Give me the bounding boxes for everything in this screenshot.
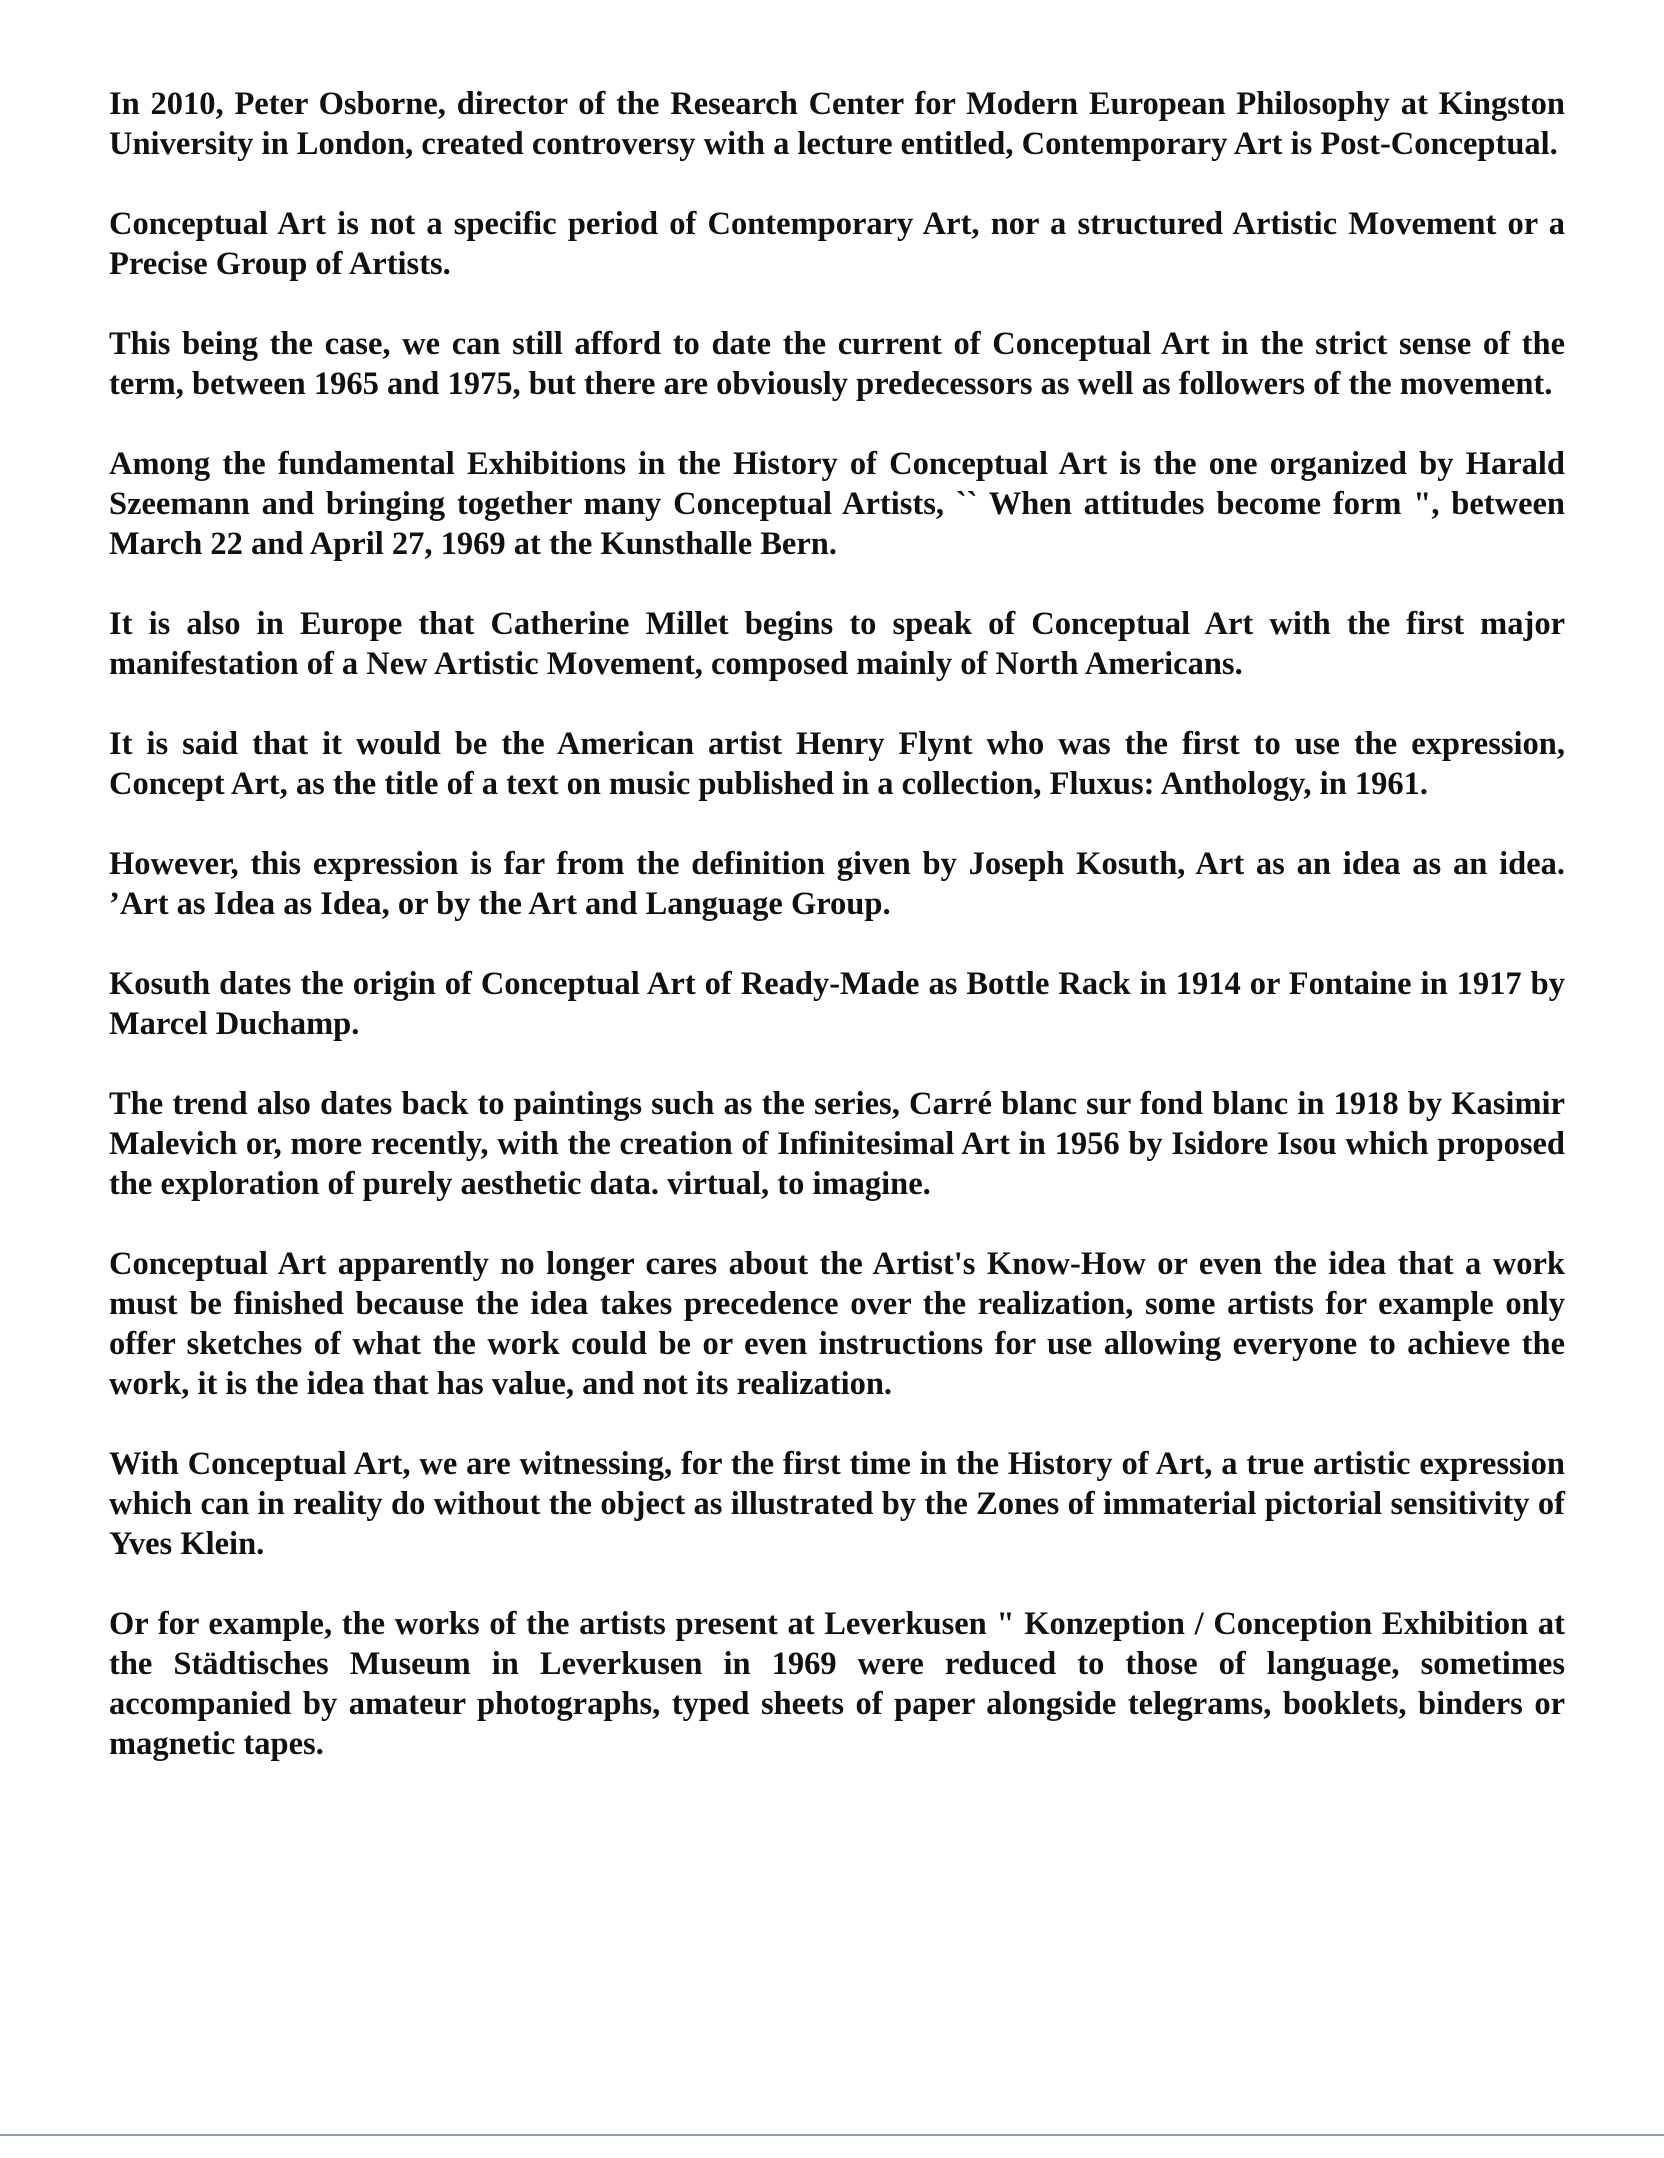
- paragraph-3: This being the case, we can still afford to date the current of Conceptual Art in the strict sense of the term, between 1965 and 1975, but there are obviously predecessors as well as followers of the movement.: [109, 326, 1565, 402]
- paragraph-7: However, this expression is far from the definition given by Joseph Kosuth, Art as an idea as an idea. ’Art as Idea as Idea, or by the Art and Language Group.: [109, 846, 1565, 922]
- paragraph-12: Or for example, the works of the artists present at Leverkusen " Konzeption / Conception Exhibition at the Städtisches Museum in Leverkusen in 1969 were reduced to those of language, sometimes accompanied by amateur photographs, typed sheets of paper alongside telegrams, booklets, binders or magnetic tapes.: [109, 1606, 1565, 1762]
- paragraph-2: Conceptual Art is not a specific period of Contemporary Art, nor a structured Artistic Movement or a Precise Group of Artists.: [109, 206, 1565, 282]
- paragraph-6: It is said that it would be the American artist Henry Flynt who was the first to use the expression, Concept Art, as the title of a text on music published in a collection, Fluxus: Anthology, in 1961.: [109, 726, 1565, 802]
- paragraph-9: The trend also dates back to paintings such as the series, Carré blanc sur fond blanc in 1918 by Kasimir Malevich or, more recently, with the creation of Infinitesimal Art in 1956 by Isidore Isou which proposed the exploration of purely aesthetic data. virtual, to imagine.: [109, 1086, 1565, 1202]
- paragraph-11: With Conceptual Art, we are witnessing, for the first time in the History of Art, a true artistic expression which can in reality do without the object as illustrated by the Zones of immaterial pictorial sensitivity of Yves Klein.: [109, 1446, 1565, 1562]
- paragraph-8: Kosuth dates the origin of Conceptual Art of Ready-Made as Bottle Rack in 1914 or Fontaine in 1917 by Marcel Duchamp.: [109, 966, 1565, 1042]
- paragraph-4: Among the fundamental Exhibitions in the History of Conceptual Art is the one organized by Harald Szeemann and bringing together many Conceptual Artists, `` When attitudes become form ", between March 22 and April 27, 1969 at the Kunsthalle Bern.: [109, 446, 1565, 562]
- paragraph-1: In 2010, Peter Osborne, director of the Research Center for Modern European Philosophy at Kingston University in London, created controversy with a lecture entitled, Contemporary Art is Post-Conceptual.: [109, 86, 1565, 162]
- page-bottom-rule: [0, 2134, 1664, 2136]
- paragraph-5: It is also in Europe that Catherine Millet begins to speak of Conceptual Art with the first major manifestation of a New Artistic Movement, composed mainly of North Americans.: [109, 606, 1565, 682]
- paragraph-10: Conceptual Art apparently no longer cares about the Artist's Know-How or even the idea that a work must be finished because the idea takes precedence over the realization, some artists for example only offer sketches of what the work could be or even instructions for use allowing everyone to achieve the work, it is the idea that has value, and not its realization.: [109, 1246, 1565, 1402]
- document-body: [109, 84, 1565, 1804]
